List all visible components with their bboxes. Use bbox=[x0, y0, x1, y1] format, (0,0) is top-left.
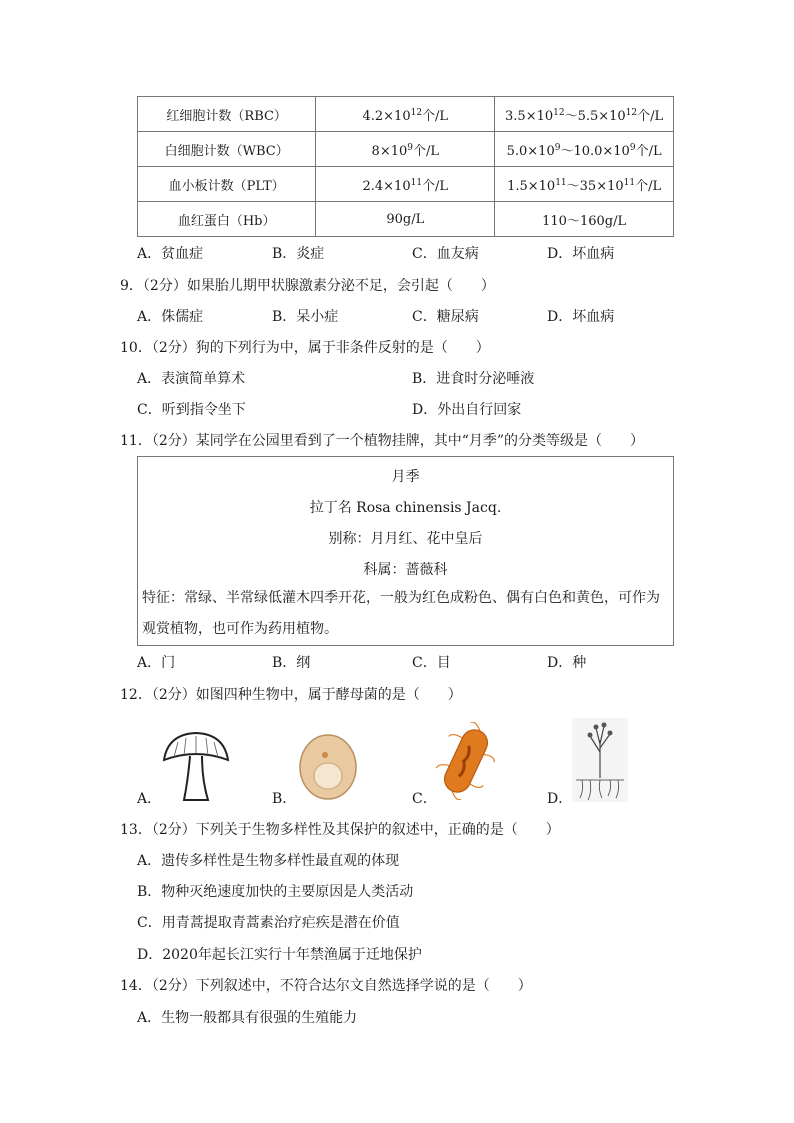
q11-option-d: D．种 bbox=[547, 655, 587, 671]
q10-option-b: B．进食时分泌唾液 bbox=[412, 371, 535, 387]
q11-option-b: B．纲 bbox=[272, 655, 311, 671]
q12-option-a: A． bbox=[137, 791, 162, 807]
table-cell: $1.5\times 10^{11}\sim 35\times 10^{11}$个/L bbox=[495, 167, 674, 202]
q9-option-c: C．糖尿病 bbox=[412, 309, 479, 325]
q8-option-b: B．炎症 bbox=[272, 246, 325, 262]
table-cell: $8\times 10^9$个/L bbox=[316, 132, 495, 167]
q10-option-a: A．表演简单算术 bbox=[137, 371, 246, 387]
q9-option-a: A．侏儒症 bbox=[137, 309, 204, 325]
q8-option-a: A．贫血症 bbox=[137, 246, 204, 262]
q11-option-a: A．门 bbox=[137, 655, 176, 671]
q10-option-c: C．听到指令坐下 bbox=[137, 402, 246, 418]
table-cell: $4.2\times 10^{12}$个/L bbox=[316, 97, 495, 132]
q11-stem: 11．（2分）某同学在公园里看到了一个植物挂牌，其中“月季”的分类等级是（ ） bbox=[120, 433, 645, 449]
q14-stem: 14．（2分）下列叙述中，不符合达尔文自然选择学说的是（ ） bbox=[120, 978, 532, 994]
q13-option-a: A．遗传多样性是生物多样性最直观的体现 bbox=[137, 853, 400, 869]
table-cell: 血小板计数（PLT） bbox=[138, 167, 316, 202]
q13-option-d: D．2020年起长江实行十年禁渔属于迁地保护 bbox=[137, 947, 422, 963]
q12-stem: 12．（2分）如图四种生物中，属于酵母菌的是（ ） bbox=[120, 687, 462, 703]
q8-option-d: D．坏血病 bbox=[547, 246, 615, 262]
q9-option-d: D．坏血病 bbox=[547, 309, 615, 325]
mushroom-image bbox=[160, 730, 232, 804]
table-row bbox=[138, 167, 674, 202]
q13-option-b: B．物种灭绝速度加快的主要原因是人类活动 bbox=[137, 884, 414, 900]
q14-option-a: A．生物一般都具有很强的生殖能力 bbox=[137, 1010, 358, 1026]
plant-title: 月季 bbox=[391, 469, 420, 485]
table-cell: 血红蛋白（Hb） bbox=[138, 202, 316, 237]
table-cell: 红细胞计数（RBC） bbox=[138, 97, 316, 132]
q13-option-c: C．用青蒿提取青蒿素治疗疟疾是潜在价值 bbox=[137, 915, 400, 931]
plant-family: 科属：蔷薇科 bbox=[363, 562, 448, 578]
table-row bbox=[138, 132, 674, 167]
q11-option-c: C．目 bbox=[412, 655, 451, 671]
q8-option-c: C．血友病 bbox=[412, 246, 479, 262]
table-cell: $5.0\times 10^9\sim 10.0\times 10^9$个/L bbox=[495, 132, 674, 167]
plant-label-card bbox=[137, 456, 674, 646]
table-row bbox=[138, 97, 674, 132]
mold-image bbox=[572, 718, 628, 802]
table-cell: 白细胞计数（WBC） bbox=[138, 132, 316, 167]
table-cell: $3.5\times 10^{12}\sim 5.5\times 10^{12}$个/L bbox=[495, 97, 674, 132]
q12-option-d: D． bbox=[547, 791, 573, 807]
table-cell: 110～160g/L bbox=[495, 202, 674, 237]
q10-option-d: D．外出自行回家 bbox=[412, 402, 522, 418]
q10-stem: 10．（2分）狗的下列行为中，属于非条件反射的是（ ） bbox=[120, 340, 490, 356]
q9-option-b: B．呆小症 bbox=[272, 309, 339, 325]
q13-stem: 13．（2分）下列关于生物多样性及其保护的叙述中，正确的是（ ） bbox=[120, 822, 560, 838]
table-cell: $2.4\times 10^{11}$个/L bbox=[316, 167, 495, 202]
bacteria-image bbox=[436, 722, 496, 800]
blood-test-table bbox=[137, 96, 674, 237]
plant-latin-name: 拉丁名 Rosa chinensis Jacq. bbox=[309, 500, 502, 516]
q9-stem: 9．（2分）如果胎儿期甲状腺激素分泌不足，会引起（ ） bbox=[120, 278, 495, 294]
plant-alias: 别称：月月红、花中皇后 bbox=[328, 531, 483, 547]
q12-option-c: C． bbox=[412, 791, 437, 807]
plant-feature: 特征：常绿、半常绿低灌木四季开花，一般为红色成粉色、偶有白色和黄色，可作为观赏植物，也可作为药用植物。 bbox=[142, 590, 660, 637]
q12-option-b: B． bbox=[272, 791, 297, 807]
yeast-cell-image bbox=[295, 733, 361, 801]
table-cell: 90g/L bbox=[316, 202, 495, 237]
table-row bbox=[138, 202, 674, 237]
